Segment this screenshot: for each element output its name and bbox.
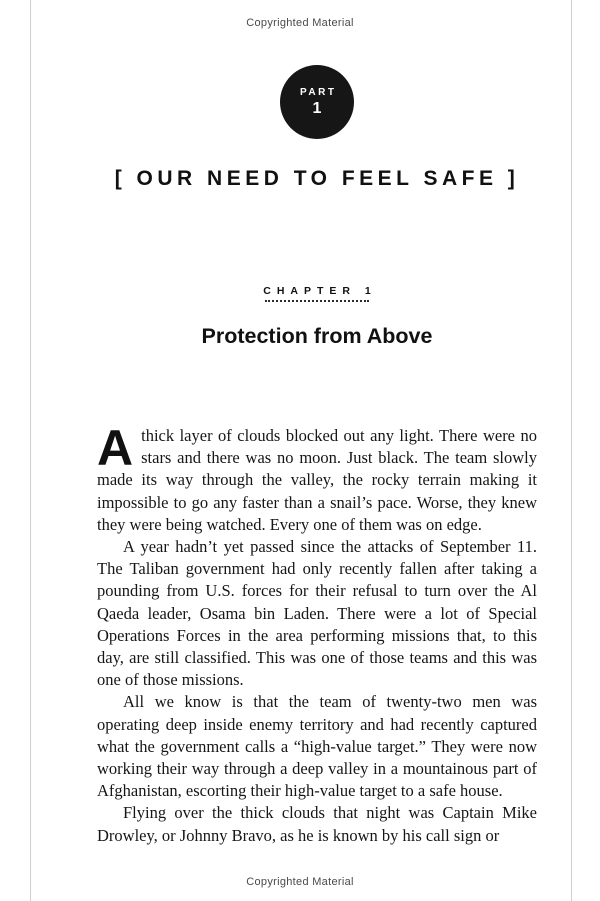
drop-cap: A [97,420,134,476]
paragraph [97,420,537,536]
paragraph-text: thick layer of clouds blocked out any light. There were no stars and there was no moon. Just black. The team slowly made its way through the valley, the rocky terrain making it impossible to go any faster than a snail’s pace. Worse, they knew they were being watched. Every one of them was on edge. [97,426,537,534]
chapter-title: Protection from Above [201,324,433,348]
page-edge-right [571,0,572,901]
paragraph: A year hadn’t yet passed since the attacks of September 11. The Taliban government had only recently fallen after taking a pounding from U.S. forces for their refusal to turn over the Al Qaeda leader, Osama bin Laden. There were a lot of Special Operations Forces in the area performing missions that, to this day, are still classified. This was one of those teams and this was one of those missions. [97,537,537,690]
chapter-rule [265,300,369,302]
copyright-notice-top: Copyrighted Material [246,17,354,29]
body-text [97,420,537,847]
page-content [97,65,537,847]
paragraph: Flying over the thick clouds that night was Captain Mike Drowley, or Johnny Bravo, as he is known by his call sign or [97,803,537,845]
part-badge [280,65,354,139]
chapter-label: CHAPTER 1 [263,285,377,297]
paragraph: All we know is that the team of twenty-two men was operating deep inside enemy territory and had recently captured what the government calls a “high-value target.” They were now working their way through a deep valley in a mountainous part of Afghanistan, escorting their high-value target to a safe house. [97,692,537,801]
page-edge-left [30,0,31,901]
part-label: PART [300,86,337,98]
part-number: 1 [312,99,322,117]
part-title: [ OUR NEED TO FEEL SAFE ] [114,167,520,190]
copyright-notice-bottom: Copyrighted Material [246,876,354,888]
